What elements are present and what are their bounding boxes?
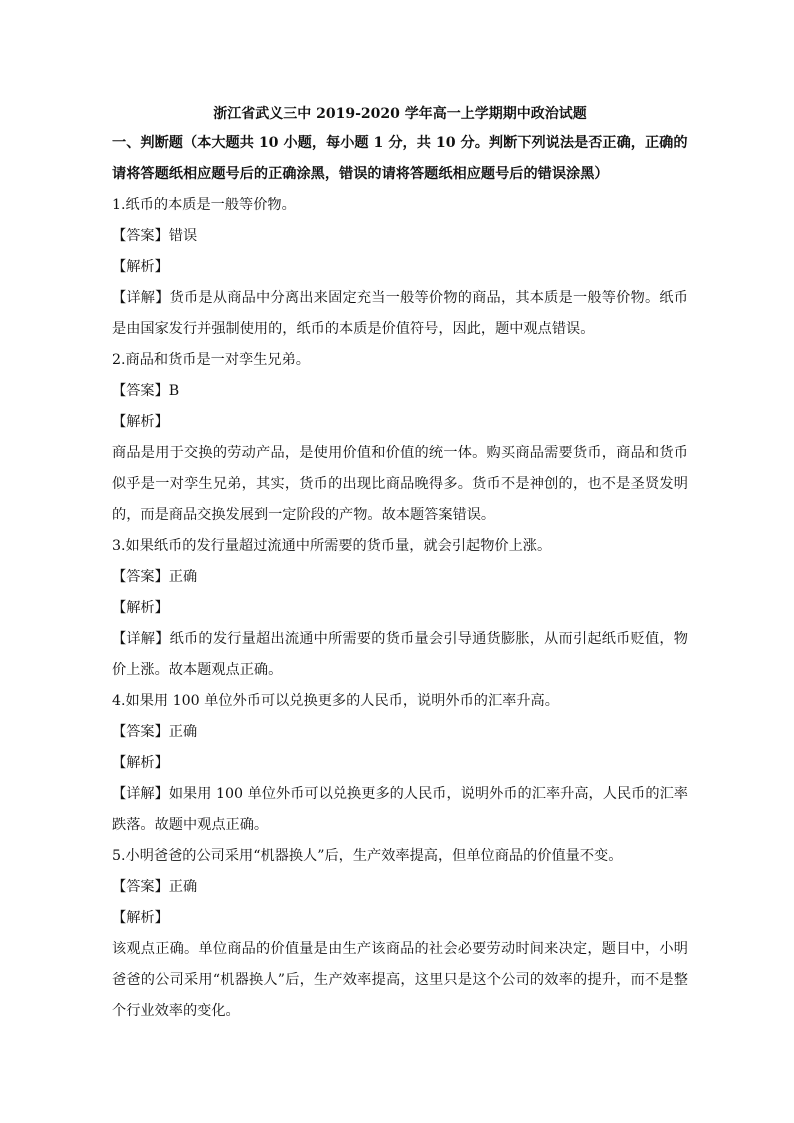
analysis-label: 【解析】 (112, 910, 169, 926)
analysis-detail: 【详解】如果用 100 单位外币可以兑换更多的人民币，说明外币的汇率升高，人民币的汇率跌落。故题中观点正确。 (112, 786, 688, 833)
answer-line: 【答案】错误 (112, 228, 198, 244)
analysis-label: 【解析】 (112, 755, 169, 771)
question-5 (112, 841, 688, 1027)
analysis-label: 【解析】 (112, 414, 169, 430)
section-heading: 一、判断题（本大题共 10 小题，每小题 1 分，共 10 分。判断下列说法是否正确，正确的请将答题纸相应题号后的正确涂黑，错误的请将答题纸相应题号后的错误涂黑） (112, 135, 688, 182)
document-title: 浙江省武义三中 2019-2020 学年高一上学期期中政治试题 (213, 106, 587, 122)
analysis-label: 【解析】 (112, 600, 169, 616)
question-1 (112, 190, 688, 345)
analysis-detail: 【详解】货币是从商品中分离出来固定充当一般等价物的商品，其本质是一般等价物。纸币是由国家发行并强制使用的，纸币的本质是价值符号，因此，题中观点错误。 (112, 290, 688, 337)
answer-line: 【答案】B (112, 383, 180, 399)
question-3 (112, 531, 688, 686)
analysis-detail: 【详解】纸币的发行量超出流通中所需要的货币量会引导通货膨胀，从而引起纸币贬值，物价上涨。故本题观点正确。 (112, 631, 688, 678)
answer-line: 【答案】正确 (112, 879, 198, 895)
document-page (112, 100, 688, 1027)
question-4 (112, 686, 688, 841)
question-2 (112, 345, 688, 531)
analysis-label: 【解析】 (112, 259, 169, 275)
question-stem: 2.商品和货币是一对孪生兄弟。 (112, 352, 310, 368)
question-stem: 1.纸币的本质是一般等价物。 (112, 197, 296, 213)
answer-line: 【答案】正确 (112, 569, 198, 585)
answer-line: 【答案】正确 (112, 724, 198, 740)
question-stem: 4.如果用 100 单位外币可以兑换更多的人民币，说明外币的汇率升高。 (112, 693, 559, 709)
analysis-detail: 该观点正确。单位商品的价值量是由生产该商品的社会必要劳动时间来决定，题目中，小明爸爸的公司采用“机器换人”后，生产效率提高，这里只是这个公司的效率的提升，而不是整个行业效率的变化。 (112, 941, 688, 1019)
analysis-detail: 商品是用于交换的劳动产品，是使用价值和价值的统一体。购买商品需要货币，商品和货币似乎是一对孪生兄弟，其实，货币的出现比商品晚得多。货币不是神创的，也不是圣贤发明的，而是商品交换发展到一定阶段的产物。故本题答案错误。 (112, 445, 688, 523)
question-stem: 3.如果纸币的发行量超过流通中所需要的货币量，就会引起物价上涨。 (112, 538, 552, 554)
question-stem: 5.小明爸爸的公司采用“机器换人”后，生产效率提高，但单位商品的价值量不变。 (112, 848, 623, 864)
